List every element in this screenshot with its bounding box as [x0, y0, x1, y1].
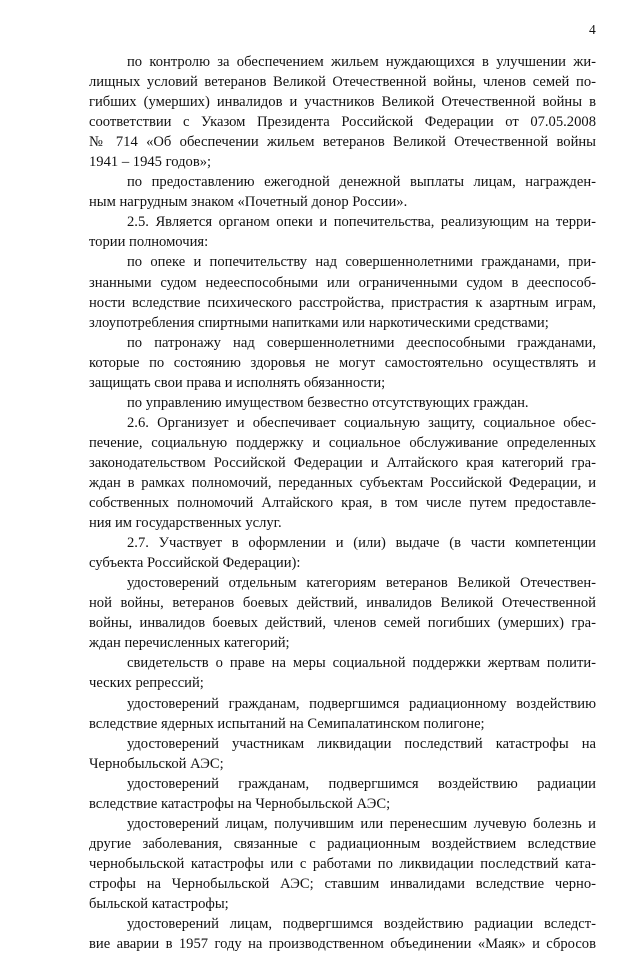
text-line: удостоверений гражданам, подвергшимся воздействию радиации — [127, 775, 596, 792]
text-line: № 714 «Об обеспечении жильем ветеранов Великой Отечественной войны — [89, 134, 596, 151]
text-line: удостоверений гражданам, подвергшимся радиационному воздействию — [127, 695, 596, 712]
text-line: по управлению имуществом безвестно отсутствующих граждан. — [127, 394, 529, 411]
text-line: войны, инвалидов боевых действий, членов семей погибших (умерших) гра- — [89, 615, 596, 632]
text-line: знанными судом недееспособными или ограниченными судом в дееспособ- — [89, 274, 596, 291]
text-line: удостоверений лицам, получившим или перенесшим лучевую болезнь и — [127, 815, 596, 832]
text-line: ждан в рамках полномочий, переданных субъектам Российской Федерации, и — [89, 474, 596, 491]
text-line: по предоставлению ежегодной денежной выплаты лицам, награжден- — [127, 174, 596, 191]
text-line: вследствие катастрофы на Чернобыльской АЭС; — [89, 795, 391, 812]
text-line: злоупотребления спиртными напитками или наркотическими средствами; — [89, 314, 549, 331]
text-line: 2.5. Является органом опеки и попечительства, реализующим на терри- — [127, 214, 596, 231]
text-line: свидетельств о праве на меры социальной поддержки жертвам полити- — [127, 655, 596, 672]
text-line: удостоверений участникам ликвидации последствий катастрофы на — [127, 735, 596, 752]
text-line: ности вследствие психического расстройства, пристрастия к азартным играм, — [89, 294, 596, 311]
text-line: тории полномочия: — [89, 234, 209, 251]
text-line: быльской катастрофы; — [89, 895, 229, 912]
text-line: вследствие ядерных испытаний на Семипалатинском полигоне; — [89, 715, 485, 732]
text-line: вие аварии в 1957 году на производственном объединении «Маяк» и сбросов — [89, 936, 596, 953]
text-line: удостоверений отдельным категориям ветеранов Великой Отечествен- — [127, 575, 596, 592]
text-line: другие заболевания, связанные с радиационным воздействием вследствие — [89, 835, 596, 852]
text-line: 1941 – 1945 годов»; — [89, 154, 212, 171]
text-line: 2.6. Организует и обеспечивает социальную защиту, социальное обес- — [127, 414, 596, 431]
text-line: удостоверений лицам, подвергшимся воздействию радиации вследст- — [127, 916, 596, 933]
text-line: гибших (умерших) инвалидов и участников Великой Отечественной войны в — [89, 94, 596, 111]
text-line: строфы на Чернобыльской АЭС; ставшим инвалидами вследствие черно- — [89, 875, 596, 892]
text-line: соответствии с Указом Президента Российской Федерации от 07.05.2008 — [89, 114, 596, 131]
text-line: защищать свои права и исполнять обязанности; — [89, 374, 386, 391]
text-line: по опеке и попечительству над совершеннолетними гражданами, при- — [127, 254, 596, 271]
text-line: по патронажу над совершеннолетними дееспособными гражданами, — [127, 334, 596, 351]
text-line: ческих репрессий; — [89, 675, 204, 692]
text-line: ния им государственных услуг. — [89, 515, 282, 532]
text-line: которые по состоянию здоровья не могут самостоятельно осуществлять и — [89, 354, 596, 371]
text-line: ной войны, ветеранов боевых действий, инвалидов Великой Отечественной — [89, 595, 596, 612]
document-body — [89, 52, 596, 954]
text-line: собственных полномочий Алтайского края, в том числе путем предоставле- — [89, 495, 596, 512]
text-line: ным нагрудным знаком «Почетный донор России». — [89, 194, 408, 211]
text-line: чернобыльской катастрофы или с работами по ликвидации последствий ката- — [89, 855, 596, 872]
text-line: законодательством Российской Федерации и Алтайского края категорий гра- — [89, 454, 596, 471]
text-line: 2.7. Участвует в оформлении и (или) выдаче (в части компетенции — [127, 535, 596, 552]
text-line: по контролю за обеспечением жильем нуждающихся в улучшении жи- — [127, 54, 596, 70]
text-line: печение, социальную поддержку и социальное обслуживание определенных — [89, 434, 596, 451]
text-line: ждан перечисленных категорий; — [89, 635, 290, 652]
text-line: Чернобыльской АЭС; — [89, 755, 224, 772]
text-line: субъекта Российской Федерации): — [89, 555, 301, 572]
page-number: 4 — [589, 22, 596, 37]
text-line: лищных условий ветеранов Великой Отечественной войны, членов семей по- — [89, 74, 596, 91]
